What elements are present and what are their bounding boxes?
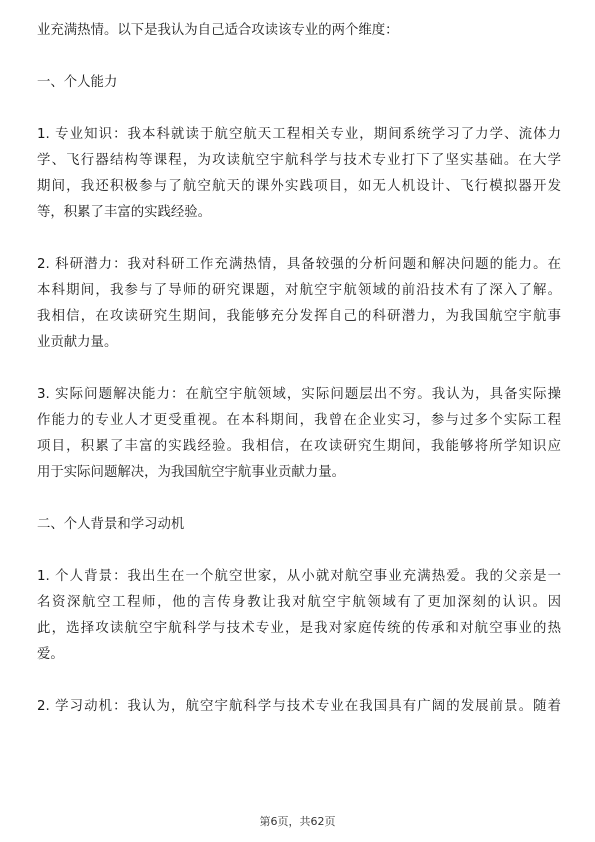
paragraph-line: 等，积累了丰富的实践经验。 [37,205,212,220]
paragraph [37,382,561,486]
paragraph-line: 2. 科研潜力：我对科研工作充满热情，具备较强的分析问题和解决问题的能力。在 [37,257,561,272]
paragraph-line: 作能力的专业人才更受重视。在本科期间，我曾在企业实习，参与过多个实际工程 [37,413,561,428]
paragraph-line: 业充满热情。以下是我认为自己适合攻读该专业的两个维度： [37,23,399,38]
paragraph [37,694,561,720]
paragraph-line: 爱。 [37,647,64,662]
paragraph [37,122,561,226]
paragraph-line: 本科期间，我参与了导师的研究课题，对航空宇航领域的前沿技术有了深入了解。 [37,283,561,298]
paragraph-line: 1. 个人背景：我出生在一个航空世家，从小就对航空事业充满热爱。我的父亲是一 [37,569,561,584]
section-heading: 一、个人能力 [37,75,118,90]
paragraph-line: 2. 学习动机：我认为，航空宇航科学与技术专业在我国具有广阔的发展前景。随着 [37,699,561,714]
paragraph-line: 1. 专业知识：我本科就读于航空航天工程相关专业，期间系统学习了力学、流体力 [37,127,561,142]
section-heading: 二、个人背景和学习动机 [37,517,185,532]
paragraph-line: 用于实际问题解决，为我国航空宇航事业贡献力量。 [37,465,345,480]
paragraph [37,564,561,668]
paragraph-line: 学、飞行器结构等课程，为攻读航空宇航科学与技术专业打下了坚实基础。在大学 [37,153,561,168]
paragraph-line: 期间，我还积极参与了航空航天的课外实践项目，如无人机设计、飞行模拟器开发 [37,179,561,194]
page-number: 第6页，共62页 [259,815,336,828]
paragraph-line: 我相信，在攻读研究生期间，我能够充分发挥自己的科研潜力，为我国航空宇航事 [37,309,561,324]
paragraph [37,252,561,356]
document-body [37,18,561,720]
paragraph-line: 业贡献力量。 [37,335,118,350]
paragraph-line: 此，选择攻读航空宇航科学与技术专业，是我对家庭传统的传承和对航空事业的热 [37,621,561,636]
paragraph-line: 3. 实际问题解决能力：在航空宇航领域，实际问题层出不穷。我认为，具备实际操 [37,387,561,402]
paragraph-line: 项目，积累了丰富的实践经验。我相信，在攻读研究生期间，我能够将所学知识应 [37,439,561,454]
paragraph-line: 名资深航空工程师，他的言传身教让我对航空宇航领域有了更加深刻的认识。因 [37,595,561,610]
